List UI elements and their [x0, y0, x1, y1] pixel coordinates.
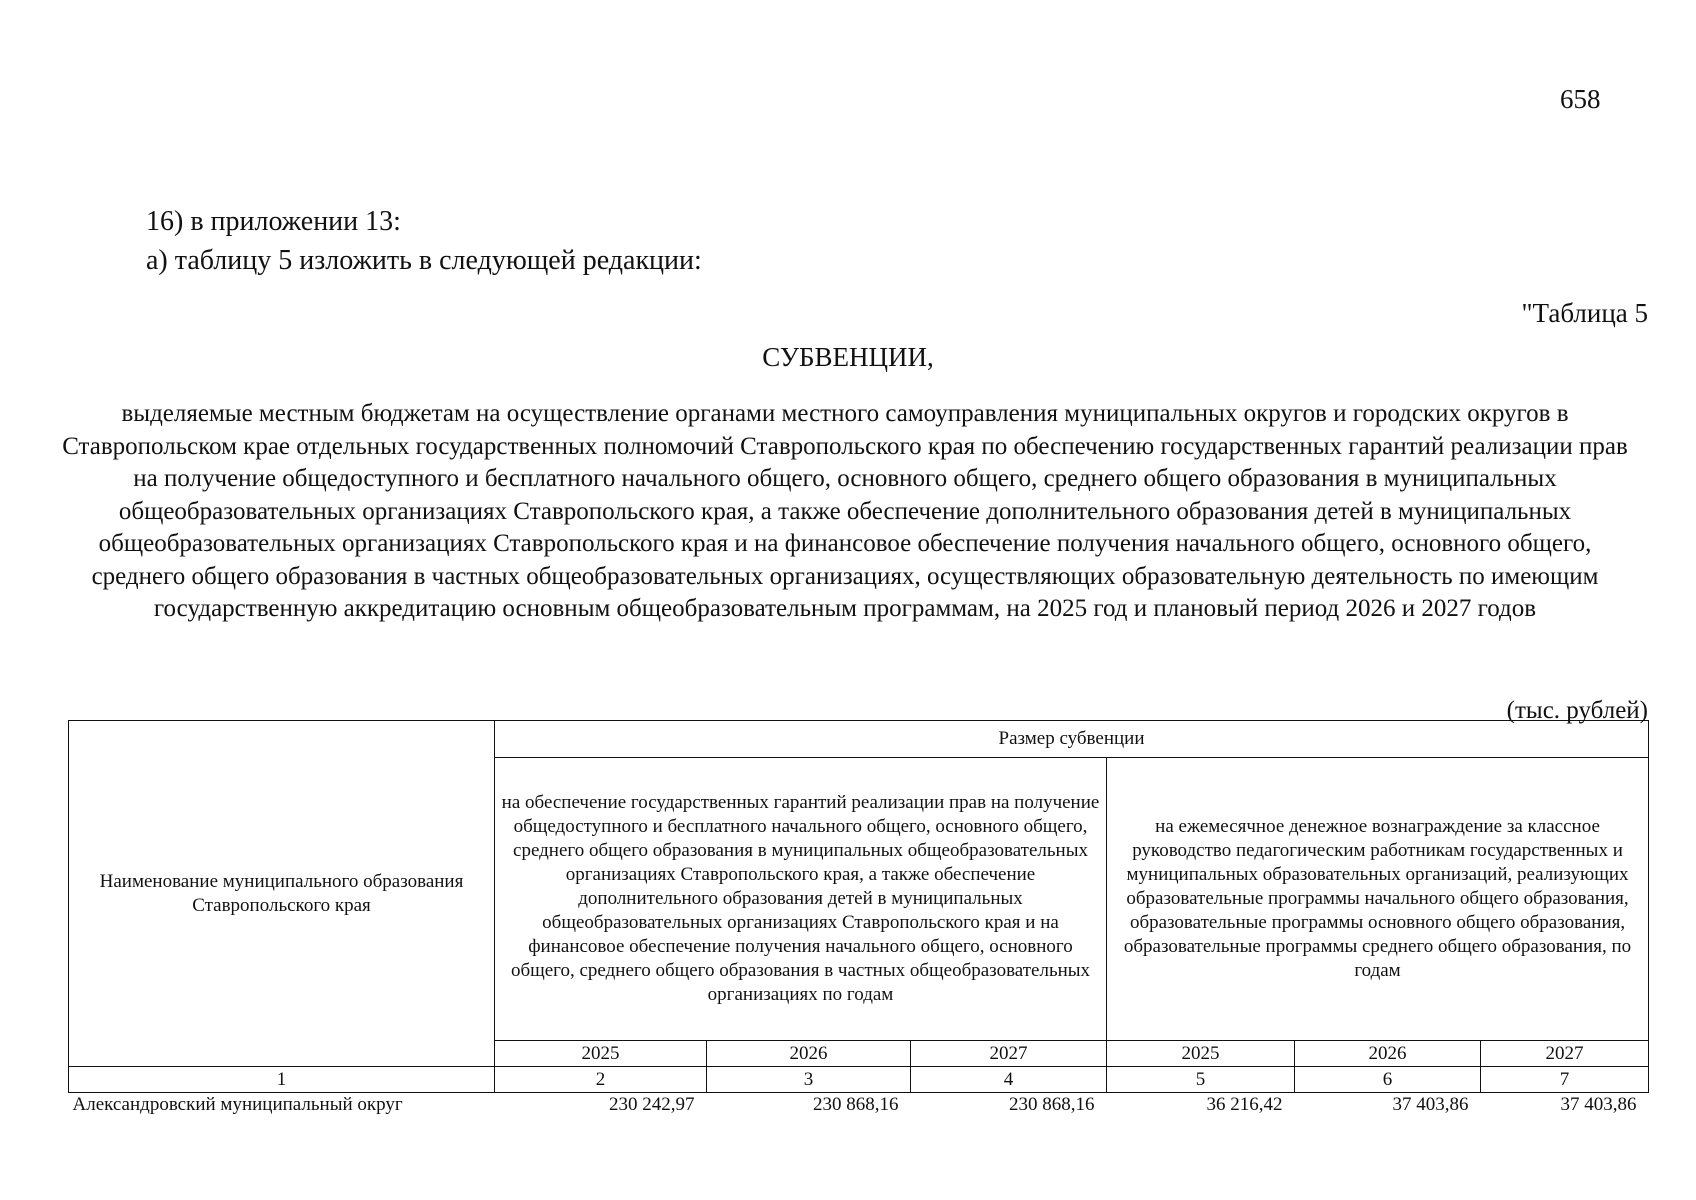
- municipality-column-header: Наименование муниципального образования Ставропольского края: [69, 721, 495, 1067]
- column-number: 2: [495, 1067, 707, 1093]
- column-number: 4: [911, 1067, 1107, 1093]
- section-class-leadership-header: на ежемесячное денежное вознаграждение за классное руководство педагогическим работникам государственных и муниципальных образовательных организаций, реализующих образовательные программы начального общего образования, образовательные программы основного общего образования, образовательные программы среднего общего образования, по годам: [1107, 758, 1649, 1041]
- intro-line-1: 16) в приложении 13:: [146, 206, 401, 237]
- subvention-size-header: Размер субвенции: [495, 721, 1649, 758]
- table-label: "Таблица 5: [1521, 298, 1648, 328]
- year-header: 2027: [911, 1041, 1107, 1067]
- column-number-row: [69, 1067, 1649, 1093]
- page-number: 658: [1560, 84, 1601, 114]
- column-number: 6: [1295, 1067, 1481, 1093]
- value-cell: 37 403,86: [1560, 1094, 1637, 1115]
- column-number: 1: [69, 1067, 495, 1093]
- column-number: 5: [1107, 1067, 1295, 1093]
- table-row: [69, 1093, 1649, 1118]
- year-header: 2027: [1481, 1041, 1649, 1067]
- subventions-table: [68, 720, 1649, 1117]
- year-header: 2025: [1107, 1041, 1295, 1067]
- year-header: 2026: [707, 1041, 911, 1067]
- units-label: (тыс. рублей): [1506, 697, 1648, 724]
- value-cell: 230 868,16: [813, 1094, 899, 1115]
- municipality-name: Александровский муниципальный округ: [72, 1094, 403, 1115]
- column-number: 7: [1481, 1067, 1649, 1093]
- year-header: 2025: [495, 1041, 707, 1067]
- intro-line-2: а) таблицу 5 изложить в следующей редакции:: [146, 245, 702, 276]
- value-cell: 230 868,16: [1009, 1094, 1095, 1115]
- value-cell: 37 403,86: [1392, 1094, 1469, 1115]
- header-row-group: [69, 721, 1649, 758]
- column-number: 3: [707, 1067, 911, 1093]
- value-cell: 230 242,97: [609, 1094, 695, 1115]
- year-header: 2026: [1295, 1041, 1481, 1067]
- value-cell: 36 216,42: [1206, 1094, 1283, 1115]
- section-guarantees-header: на обеспечение государственных гарантий реализации прав на получение общедоступного и бесплатного начального общего, основного общего, среднего общего образования в муниципальных общеобразовательных организациях Ставропольского края, а также обеспечение дополнительного образования детей в муниципальных общеобразовательных организациях Ставропольского края и на финансовое обеспечение получения начального общего, основного общего, среднего общего образования в частных общеобразовательных организациях по годам: [495, 758, 1107, 1041]
- document-title: СУБВЕНЦИИ,: [762, 342, 934, 372]
- document-subtitle: выделяемые местным бюджетам на осуществление органами местного самоуправления муниципальных округов и городских округов в Ставропольском крае отдельных государственных полномочий Ставропольского края по обеспечению государственных гарантий реализации прав на получение общедоступного и бесплатного начального общего, основного общего, среднего общего образования в муниципальных общеобразовательных организациях Ставропольского края, а также обеспечение дополнительного образования детей в муниципальных общеобразовательных организациях Ставропольского края и на финансовое обеспечение получения начального общего, основного общего, среднего общего образования в частных общеобразовательных организациях, осуществляющих образовательную деятельность по имеющим государственную аккредитацию основным общеобразовательным программам, на 2025 год и плановый период 2026 и 2027 годов: [62, 400, 1628, 622]
